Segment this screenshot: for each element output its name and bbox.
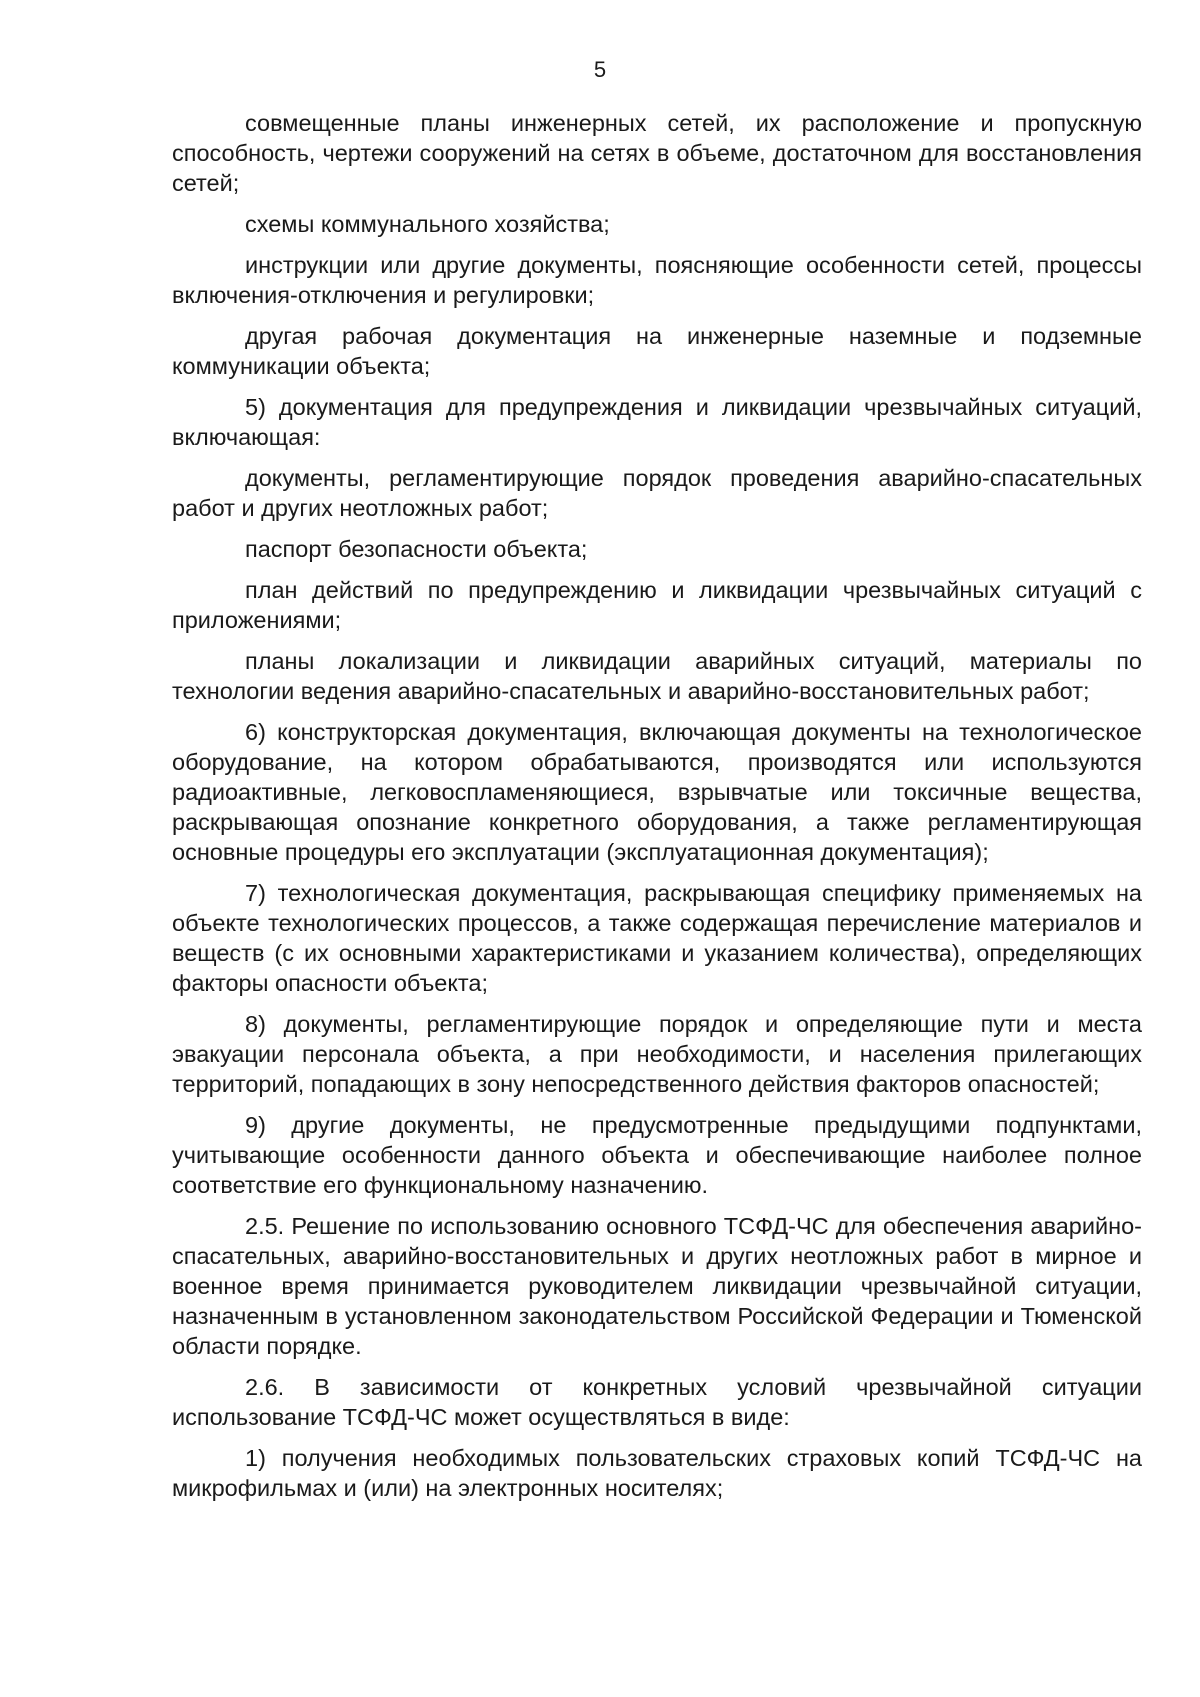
paragraph: совмещенные планы инженерных сетей, их расположение и пропускную способность, чертежи сооружений на сетях в объеме, достаточном для восстановления сетей; bbox=[172, 110, 1142, 196]
paragraph: план действий по предупреждению и ликвидации чрезвычайных ситуаций с приложениями; bbox=[172, 577, 1142, 633]
paragraph: 7) технологическая документация, раскрывающая специфику применяемых на объекте технологических процессов, а также содержащая перечисление материалов и веществ (с их основными характеристиками и указанием количества), определяющих факторы опасности объекта; bbox=[172, 880, 1142, 996]
paragraph: 2.5. Решение по использованию основного ТСФД-ЧС для обеспечения аварийно-спасательных, аварийно-восстановительных и других неотложных работ в мирное и военное время принимается руководителем ликвидации чрезвычайной ситуации, назначенным в установленном законодательством Российской Федерации и Тюменской области порядке. bbox=[172, 1213, 1142, 1359]
paragraph: 2.6. В зависимости от конкретных условий чрезвычайной ситуации использование ТСФД-ЧС может осуществляться в виде: bbox=[172, 1374, 1142, 1430]
paragraph: 5) документация для предупреждения и ликвидации чрезвычайных ситуаций, включающая: bbox=[172, 394, 1142, 450]
paragraph: документы, регламентирующие порядок проведения аварийно-спасательных работ и других неотложных работ; bbox=[172, 465, 1142, 521]
paragraph: инструкции или другие документы, поясняющие особенности сетей, процессы включения-отключения и регулировки; bbox=[172, 252, 1142, 308]
paragraph: другая рабочая документация на инженерные наземные и подземные коммуникации объекта; bbox=[172, 323, 1142, 379]
document-body bbox=[172, 108, 1142, 1514]
paragraph: паспорт безопасности объекта; bbox=[245, 536, 588, 562]
paragraph: 9) другие документы, не предусмотренные предыдущими подпунктами, учитывающие особенности данного объекта и обеспечивающие наиболее полное соответствие его функциональному назначению. bbox=[172, 1112, 1142, 1198]
paragraph: планы локализации и ликвидации аварийных ситуаций, материалы по технологии ведения аварийно-спасательных и аварийно-восстановительных работ; bbox=[172, 648, 1142, 704]
paragraph: 8) документы, регламентирующие порядок и определяющие пути и места эвакуации персонала объекта, а при необходимости, и населения прилегающих территорий, попадающих в зону непосредственного действия факторов опасностей; bbox=[172, 1011, 1142, 1097]
paragraph: 1) получения необходимых пользовательских страховых копий ТСФД-ЧС на микрофильмах и (или) на электронных носителях; bbox=[172, 1445, 1142, 1501]
paragraph: схемы коммунального хозяйства; bbox=[245, 211, 610, 237]
paragraph: 6) конструкторская документация, включающая документы на технологическое оборудование, на котором обрабатываются, производятся или используются радиоактивные, легковоспламеняющиеся, взрывчатые или токсичные вещества, раскрывающая опознание конкретного оборудования, а также регламентирующая основные процедуры его эксплуатации (эксплуатационная документация); bbox=[172, 719, 1142, 865]
page-number: 5 bbox=[593, 57, 607, 82]
